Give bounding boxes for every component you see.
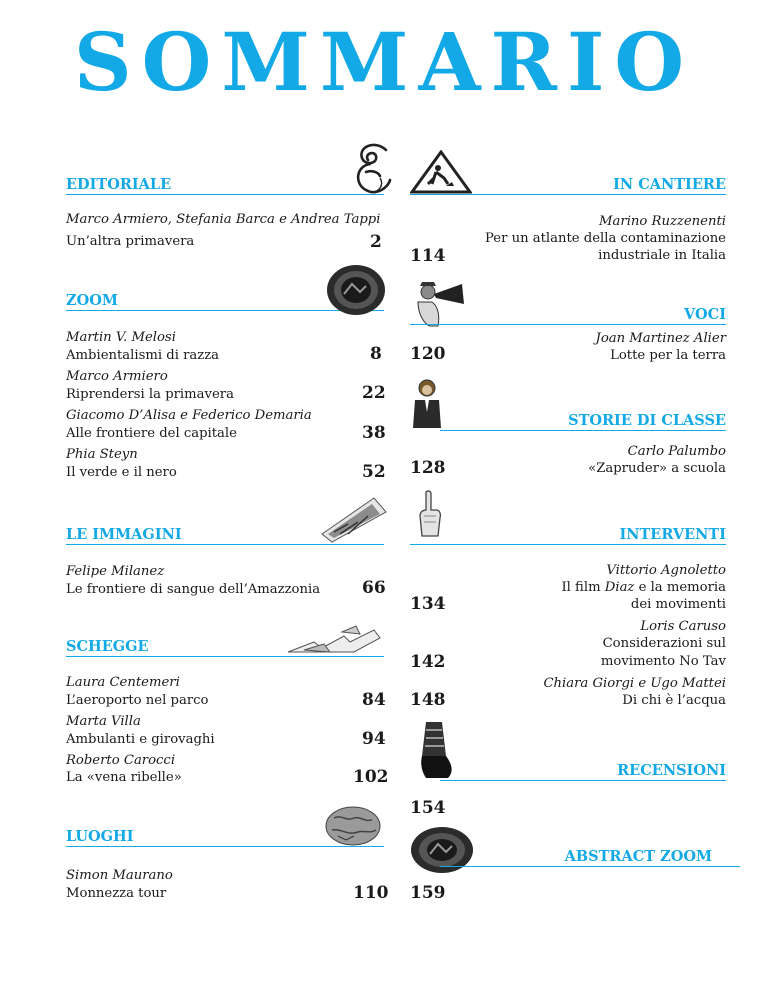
article-title: Il film Diaz e la memoria bbox=[561, 580, 726, 595]
page-number: 102 bbox=[353, 767, 389, 787]
section-header-recensioni: RECENSIONI bbox=[440, 758, 726, 781]
page-number: 148 bbox=[410, 690, 446, 710]
author: Roberto Carocci bbox=[66, 753, 176, 768]
author: Marco Armiero, Stefania Barca e Andrea Tappi bbox=[66, 212, 381, 227]
article-title: Ambientalismi di razza bbox=[66, 348, 220, 363]
article-title: «Zapruder» a scuola bbox=[588, 461, 726, 476]
section-header-abstract-zoom: ABSTRACT ZOOM bbox=[440, 844, 740, 867]
author: Simon Maurano bbox=[66, 868, 173, 883]
author: Felipe Milanez bbox=[66, 564, 165, 579]
section-header-zoom: ZOOM bbox=[66, 288, 384, 311]
author: Giacomo D’Alisa e Federico Demaria bbox=[66, 408, 312, 423]
author: Vittorio Agnoletto bbox=[606, 563, 726, 578]
page-number: 114 bbox=[410, 246, 446, 266]
author: Martin V. Melosi bbox=[66, 330, 176, 345]
page-number: 66 bbox=[362, 578, 386, 598]
page-number: 52 bbox=[362, 462, 386, 482]
section-header-storie-di-classe: STORIE DI CLASSE bbox=[440, 408, 726, 431]
page-number: 120 bbox=[410, 344, 446, 364]
article-title: Per un atlante della contaminazione bbox=[485, 231, 726, 246]
page-number: 22 bbox=[362, 383, 386, 403]
section-header-le-immagini: LE IMMAGINI bbox=[66, 522, 384, 545]
page-title: SOMMARIO bbox=[73, 15, 695, 109]
author: Marco Armiero bbox=[66, 369, 168, 384]
page-number: 94 bbox=[362, 729, 386, 749]
section-header-editoriale: EDITORIALE bbox=[66, 172, 384, 195]
globe-icon bbox=[324, 806, 382, 846]
author: Chiara Giorgi e Ugo Mattei bbox=[543, 676, 726, 691]
page-number: 8 bbox=[370, 344, 382, 364]
article-title: Un’altra primavera bbox=[66, 234, 195, 249]
section-header-interventi: INTERVENTI bbox=[410, 522, 726, 545]
article-title: Riprendersi la primavera bbox=[66, 387, 234, 402]
author: Loris Caruso bbox=[640, 619, 726, 634]
page-number: 38 bbox=[362, 423, 386, 443]
photo-cards-icon bbox=[318, 494, 388, 544]
page-number: 154 bbox=[410, 798, 446, 818]
author: Marta Villa bbox=[66, 714, 141, 729]
page-number: 110 bbox=[353, 883, 389, 903]
article-title: Monnezza tour bbox=[66, 886, 167, 901]
section-header-schegge: SCHEGGE bbox=[66, 634, 384, 657]
article-title: Ambulanti e girovaghi bbox=[66, 732, 215, 747]
page-number: 159 bbox=[410, 883, 446, 903]
section-header-in-cantiere: IN CANTIERE bbox=[410, 172, 726, 195]
article-title: Considerazioni sul bbox=[602, 636, 726, 651]
article-title: La «vena ribelle» bbox=[66, 770, 182, 785]
author: Laura Centemeri bbox=[66, 675, 180, 690]
author: Phia Steyn bbox=[66, 447, 138, 462]
article-title: Le frontiere di sangue dell’Amazzonia bbox=[66, 582, 321, 597]
suited-figure-icon bbox=[410, 378, 444, 430]
article-title-line2: dei movimenti bbox=[630, 597, 726, 612]
author: Carlo Palumbo bbox=[627, 444, 726, 459]
torn-paper-icon bbox=[284, 622, 384, 658]
page-number: 2 bbox=[370, 232, 382, 252]
article-title: Il verde e il nero bbox=[66, 465, 177, 480]
article-title: Lotte per la terra bbox=[610, 348, 726, 363]
article-title: Di chi è l’acqua bbox=[622, 693, 726, 708]
article-title: L’aeroporto nel parco bbox=[66, 693, 209, 708]
article-title-line2: movimento No Tav bbox=[600, 654, 726, 669]
author: Joan Martinez Alier bbox=[595, 331, 726, 346]
article-title-line2: industriale in Italia bbox=[598, 248, 726, 263]
section-header-luoghi: LUOGHI bbox=[66, 824, 384, 847]
camera-lens-icon bbox=[326, 264, 386, 316]
page-number: 84 bbox=[362, 690, 386, 710]
article-title: Alle frontiere del capitale bbox=[66, 426, 237, 441]
calligraphic-e-icon bbox=[350, 140, 396, 198]
page-number: 142 bbox=[410, 652, 446, 672]
page-number: 134 bbox=[410, 594, 446, 614]
section-header-voci: VOCI bbox=[410, 302, 726, 325]
author: Marino Ruzzenenti bbox=[599, 214, 726, 229]
page-number: 128 bbox=[410, 458, 446, 478]
